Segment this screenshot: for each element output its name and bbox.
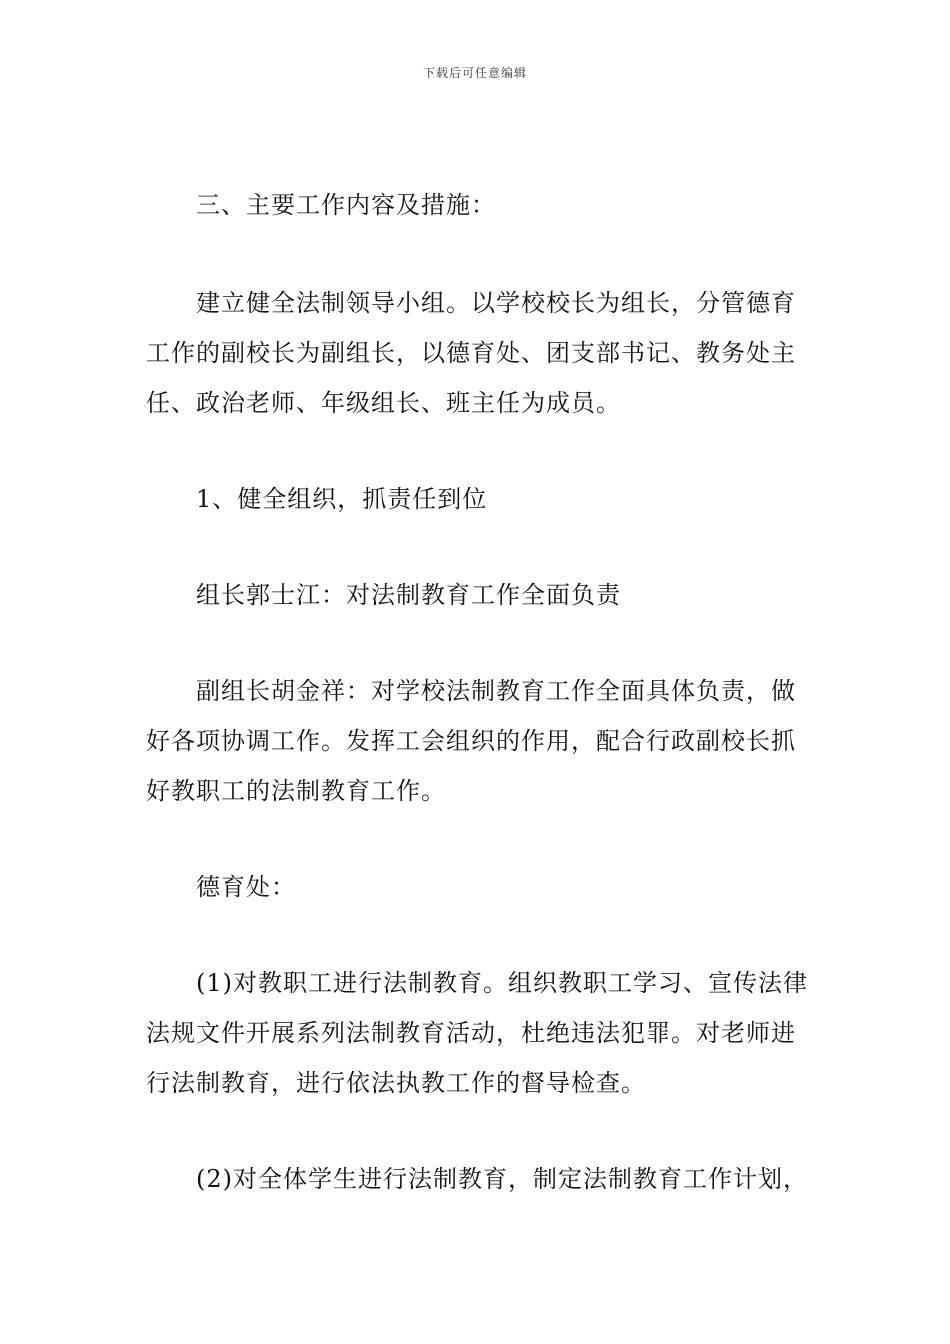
subheading-organization: 1、健全组织，抓责任到位	[196, 485, 488, 513]
paragraph-moral-education-office: 德育处：	[196, 873, 296, 901]
paragraph-group-leader: 组长郭士江：对法制教育工作全面负责	[196, 581, 621, 609]
paragraph-deputy-leader: 副组长胡金祥：对学校法制教育工作全面具体负责，做好各项协调工作。发挥工会组织的作用，配合行政副校长抓好教职工的法制教育工作。	[146, 677, 796, 805]
paragraph-item-1: (1)对教职工进行法制教育。组织教职工学习、宣传法律法规文件开展系列法制教育活动，杜绝违法犯罪。对老师进行法制教育，进行依法执教工作的督导检查。	[146, 969, 808, 1097]
section-heading: 三、主要工作内容及措施：	[196, 191, 496, 219]
document-body	[146, 180, 816, 1204]
paragraph-leadership-group: 建立健全法制领导小组。以学校校长为组长，分管德育工作的副校长为副组长，以德育处、团支部书记、教务处主任、政治老师、年级组长、班主任为成员。	[146, 289, 796, 417]
page-header-note: 下载后可任意编辑	[422, 66, 527, 80]
paragraph-item-2: (2)对全体学生进行法制教育，制定法制教育工作计划，	[196, 1165, 808, 1193]
